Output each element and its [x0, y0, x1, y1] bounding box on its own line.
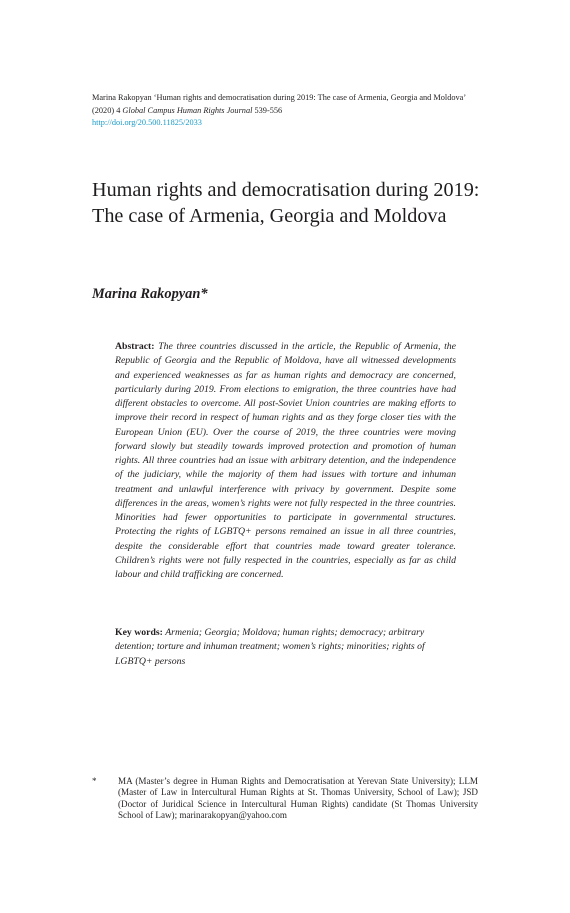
citation-pages: 539-556 [252, 105, 283, 115]
article-title: Human rights and democratisation during 2019: The case of Armenia, Georgia and Moldova [92, 179, 480, 227]
footnote-mark: * [92, 776, 97, 786]
abstract-text: The three countries discussed in the article, the Republic of Armenia, the Republic of Georgia and the Republic of Moldova, have all witnessed developments and experienced weaknesses as far as human rights and democracy are concerned, particularly during 2019. From elections to emigration, the three countries have had different obstacles to overcome. All post-Soviet Union countries are making efforts to improve their record in respect of human rights and as they forge closer ties with the European Union (EU). Over the course of 2019, the three countries were moving forward slowly but steadily towards improved protection and promotion of human rights. All three countries had an issue with arbitrary detention, and the independence of the judiciary, while the majority of them had issues with torture and inhuman treatment and unlawful interference with privacy by government. Despite some differences in the areas, women’s rights were not fully respected in the three countries. Minorities had fewer opportunities to participate in governmental structures. Protecting the rights of LGBTQ+ persons remained an issue in all three countries, despite the considerable effort that countries made toward greater tolerance. Children’s rights were not fully respected in the countries, especially as far as child labour and child trafficking are concerned. [115, 341, 456, 580]
footnote [92, 776, 478, 822]
citation-text: Marina Rakopyan ‘Human rights and democratisation during 2019: The case of Armenia, Georgia and Moldova’ (2020) 4 [92, 93, 466, 115]
keywords [115, 626, 456, 669]
abstract [115, 340, 456, 582]
abstract-label: Abstract: [115, 341, 155, 352]
keywords-label: Key words: [115, 627, 163, 638]
footnote-text: MA (Master’s degree in Human Rights and Democratisation at Yerevan State University); LLM (Master of Law in Intercultural Human Rights at St. Thomas University, School of Law); JSD (Doctor of Juridical Science in Intercultural Human Rights) candidate (St Thomas University School of Law); marinarakopyan@yahoo.com [118, 776, 478, 821]
doi-link[interactable]: http://doi.org/20.500.11825/2033 [92, 118, 202, 128]
author-name: Marina Rakopyan* [92, 286, 208, 302]
citation-block [92, 92, 482, 130]
citation-journal: Global Campus Human Rights Journal [122, 105, 253, 115]
keywords-text: Armenia; Georgia; Moldova; human rights; democracy; arbitrary detention; torture and inhuman treatment; women’s rights; minorities; rights of LGBTQ+ persons [115, 627, 425, 667]
